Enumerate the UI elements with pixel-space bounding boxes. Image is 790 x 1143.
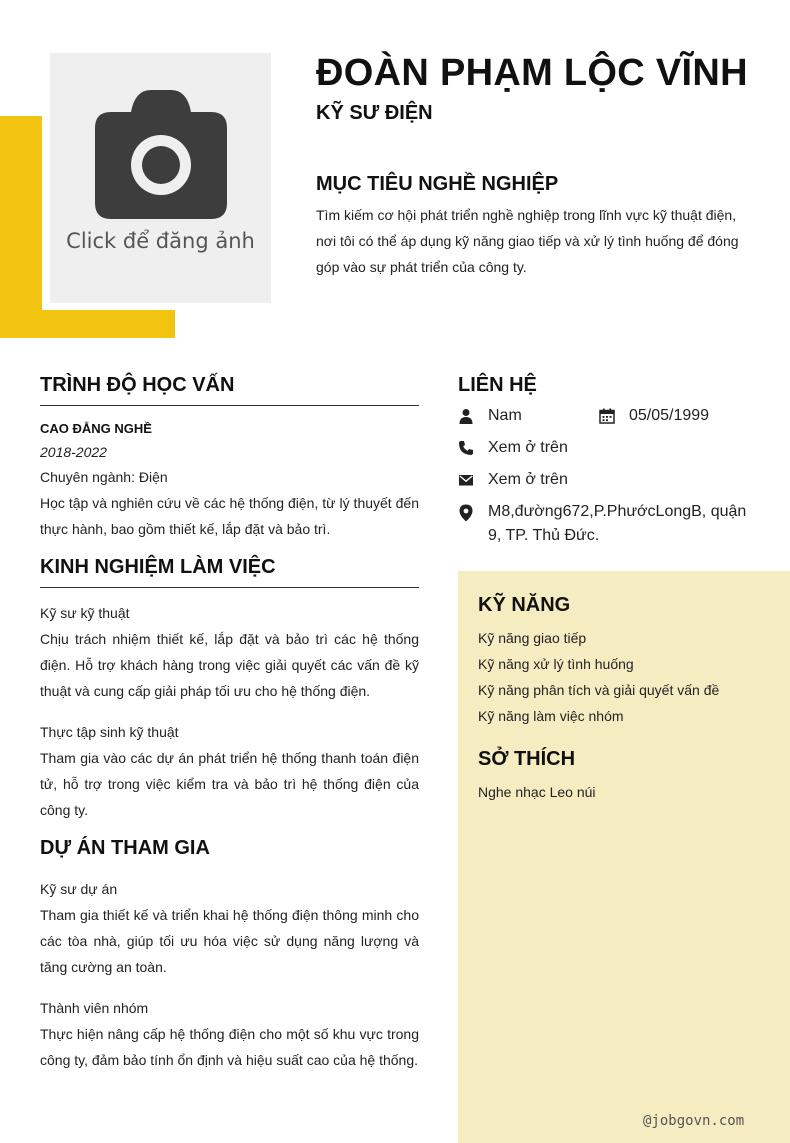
- education-title: TRÌNH ĐỘ HỌC VẤN: [40, 374, 419, 406]
- education-major: Chuyên ngành: Điện: [40, 469, 168, 485]
- hobbies-text: Nghe nhạc Leo núi: [478, 784, 596, 800]
- gender-value: Nam: [488, 407, 522, 424]
- accent-bar-vertical: [0, 116, 42, 338]
- experience-role: Kỹ sư kỹ thuật: [40, 605, 130, 621]
- contact-email: [458, 468, 708, 492]
- job-title: KỸ SƯ ĐIỆN: [316, 102, 433, 124]
- left-column: [40, 374, 419, 1073]
- address-line-1: M8,đường672,P.PhướcLongB, quận: [488, 503, 747, 520]
- projects-title: DỰ ÁN THAM GIA: [40, 837, 210, 859]
- phone-value: Xem ở trên: [488, 439, 568, 456]
- experience-role: Thực tập sinh kỹ thuật: [40, 724, 179, 740]
- skill-item: Kỹ năng làm việc nhóm: [478, 708, 624, 724]
- skill-item: Kỹ năng phân tích và giải quyết vấn đề: [478, 682, 720, 698]
- skills-title: KỸ NĂNG: [478, 594, 571, 616]
- email-value: Xem ở trên: [488, 471, 568, 488]
- skill-item: Kỹ năng giao tiếp: [478, 630, 587, 646]
- education-school: CAO ĐẲNG NGHỀ: [40, 421, 152, 436]
- project-role: Kỹ sư dự án: [40, 881, 118, 897]
- contact-phone: [458, 436, 708, 460]
- objective-title: MỤC TIÊU NGHỀ NGHIỆP: [316, 173, 559, 195]
- phone-icon: [458, 440, 474, 456]
- education-years: 2018-2022: [40, 444, 107, 460]
- candidate-name: ĐOÀN PHẠM LỘC VĨNH: [316, 52, 748, 94]
- hobbies-title: SỞ THÍCH: [478, 748, 576, 770]
- camera-icon: [95, 90, 227, 220]
- watermark: @jobgovn.com: [643, 1113, 745, 1129]
- project-description: Tham gia thiết kế và triển khai hệ thống điện thông minh cho các tòa nhà, giúp tối ưu hóa việc sử dụng năng lượng và tăng cường an toàn.: [40, 907, 419, 975]
- contact-birthday: [599, 404, 749, 428]
- project-description: Thực hiện nâng cấp hệ thống điện cho một số khu vực trong công ty, đảm bảo tính ổn định và hiệu suất cao của hệ thống.: [40, 1026, 419, 1068]
- calendar-icon: [599, 408, 615, 424]
- experience-title: KINH NGHIỆM LÀM VIỆC: [40, 556, 419, 588]
- contact-title: LIÊN HỆ: [458, 374, 537, 396]
- experience-description: Chịu trách nhiệm thiết kế, lắp đặt và bảo trì các hệ thống điện. Hỗ trợ khách hàng trong việc giải quyết các vấn đề kỹ thuật và cung cấp giải pháp tối ưu cho hệ thống điện.: [40, 631, 419, 699]
- address-line-2: 9, TP. Thủ Đức.: [488, 527, 600, 544]
- location-pin-icon: [458, 504, 474, 522]
- experience-description: Tham gia vào các dự án phát triển hệ thống thanh toán điện tử, hỗ trợ trong việc kiểm tra và bảo trì hệ thống điện của công ty.: [40, 750, 419, 818]
- project-role: Thành viên nhóm: [40, 1000, 149, 1016]
- profile-photo-upload[interactable]: [50, 53, 271, 303]
- accent-bar-horizontal: [0, 310, 175, 338]
- email-icon: [458, 472, 474, 488]
- skills-hobbies-panel: [458, 571, 790, 1143]
- skill-item: Kỹ năng xử lý tình huống: [478, 656, 634, 672]
- person-icon: [458, 408, 474, 424]
- contact-address: [458, 500, 748, 548]
- education-description: Học tập và nghiên cứu về các hệ thống điện, từ lý thuyết đến thực hành, bao gồm thiết kế, lắp đặt và bảo trì.: [40, 495, 419, 537]
- objective-text: Tìm kiếm cơ hội phát triển nghề nghiệp trong lĩnh vực kỹ thuật điện, nơi tôi có thể áp dụng kỹ năng giao tiếp và xử lý tình huống để đóng góp vào sự phát triển của công ty.: [316, 207, 739, 275]
- birthday-value: 05/05/1999: [629, 407, 710, 424]
- photo-caption: Click để đăng ảnh: [66, 229, 255, 253]
- contact-gender: [458, 404, 608, 428]
